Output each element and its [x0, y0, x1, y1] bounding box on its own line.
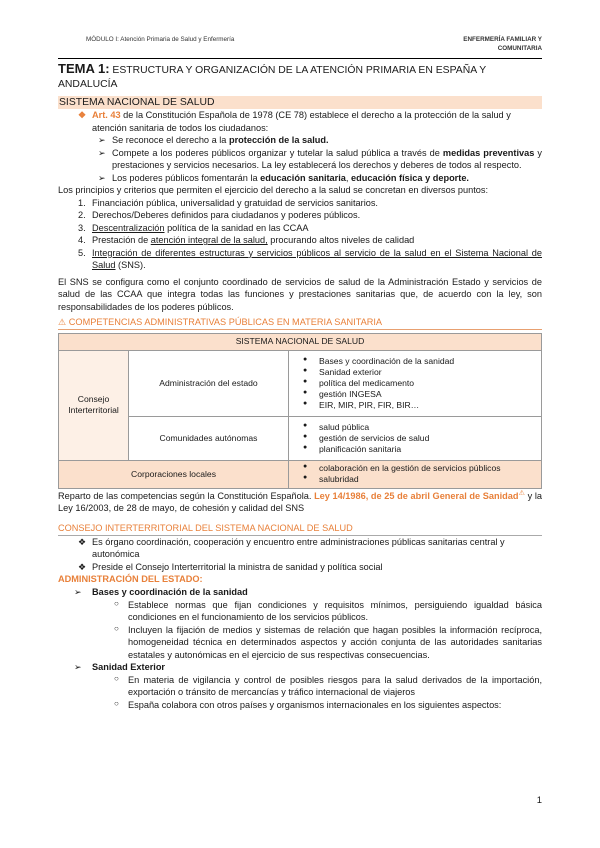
list-item: ● colaboración en la gestión de servicios públicos [303, 463, 501, 474]
list-item: ○ Incluyen la fijación de medios y sistemas de relación que hagan posibles la información recíproca, homogeneidad técnica en determinados aspectos y acción conjunta de las autoridades sanitarias estatales y autonómicas en el ejercicio de sus respectivas consecuencias. [114, 623, 542, 660]
diamond-bullet-icon: ❖ [78, 536, 87, 547]
arrow-bullet-icon: ➢ [74, 587, 82, 597]
list-item: ● gestión INGESA [303, 388, 382, 399]
estado-items-cell [289, 350, 542, 416]
article-reference: Art. 43 [92, 110, 121, 120]
page-header [86, 36, 542, 56]
sns-paragraph: El SNS se configura como el conjunto coordinado de servicios de salud de la Administración Estado y servicios de salud de las CCAA que integra todas las funciones y prestaciones sanitarias que, de acuerdo con la ley, son responsabilidades de los poderes públicos. [58, 276, 542, 312]
list-item: ● salud pública [303, 421, 370, 432]
section-heading-competencias: ⚠ COMPETENCIAS ADMINISTRATIVAS PÚBLICAS EN MATERIA SANITARIA [58, 317, 542, 330]
list-item: ● Bases y coordinación de la sanidad [303, 355, 455, 366]
arrow-bullet-icon: ➢ [74, 662, 82, 673]
diamond-bullet-icon: ❖ [78, 561, 87, 572]
circle-bullet-icon: ○ [114, 673, 119, 683]
section-heading-sns: SISTEMA NACIONAL DE SALUD [58, 96, 542, 109]
list-item: ● gestión de servicios de salud [303, 432, 430, 443]
corp-items-cell [289, 460, 542, 488]
list-item: ❖ Preside el Consejo Interterritorial la ministra de sanidad y política social [78, 561, 383, 572]
list-item: ➢ Sanidad Exterior [74, 662, 166, 673]
list-item: ● EIR, MIR, PIR, FIR, BIR… [303, 399, 420, 410]
list-item: 1. Financiación pública, universalidad y gratuidad de servicios sanitarios. [78, 197, 378, 208]
admin-estado-heading: ADMINISTRACIÓN DEL ESTADO: [58, 574, 203, 585]
list-item: 3. Descentralización política de la sanidad en las CCAA [78, 222, 309, 233]
list-item: ➢ Compete a los poderes públicos organizar y tutelar la salud pública a través de medidas preventivas y prestaciones y servicios necesarios. La ley establecerá los derechos y deberes de todos al respecto. [98, 147, 542, 171]
header-subject: ENFERMERÍA FAMILIAR Y COMUNITARIA [463, 36, 542, 52]
arrow-bullet-icon: ➢ [98, 172, 106, 183]
consejo-cell: Consejo Interterritorial [59, 350, 129, 460]
circle-bullet-icon: ○ [114, 598, 119, 608]
arrow-bullet-icon: ➢ [98, 147, 106, 158]
ccaa-cell: Comunidades autónomas [129, 416, 289, 460]
list-item: 2. Derechos/Deberes definidos para ciudadanos y poderes públicos. [78, 210, 361, 221]
document-body [58, 96, 542, 711]
circle-bullet-icon: ○ [114, 623, 119, 633]
principles-intro: Los principios y criterios que permiten el ejercicio del derecho a la salud se concretan en diversos puntos: [58, 185, 489, 196]
list-item: ➢ Bases y coordinación de la sanidad [74, 587, 248, 597]
list-item: ➢ Se reconoce el derecho a la protección de la salud. [98, 135, 329, 146]
table-title: SISTEMA NACIONAL DE SALUD [59, 334, 542, 351]
ccaa-items-cell [289, 416, 542, 460]
competencias-table [58, 333, 542, 489]
section-heading-consejo: CONSEJO INTERTERRITORIAL DEL SISTEMA NACIONAL DE SALUD [58, 523, 542, 536]
arrow-bullet-icon: ➢ [98, 135, 106, 146]
list-item: 4. Prestación de atención integral de la salud, procurando altos niveles de calidad [78, 235, 415, 246]
list-item: ● planificación sanitaria [303, 443, 402, 454]
list-item: ● salubridad [303, 474, 359, 485]
reparto-paragraph: Reparto de las competencias según la Constitución Española. Ley 14/1986, de 25 de abril General de Sanidad⚠ y la Ley 16/2003, de 28 de mayo, de cohesión y calidad del SNS [58, 489, 542, 514]
list-item: ● Sanidad exterior [303, 366, 382, 377]
list-item: ○ Establece normas que fijan condiciones y requisitos mínimos, persiguiendo igualdad básica condiciones en el funcionamiento de los servicios públicos. [114, 598, 542, 623]
page-title: TEMA 1: ESTRUCTURA Y ORGANIZACIÓN DE LA ATENCIÓN PRIMARIA EN ESPAÑA Y ANDALUCÍA [58, 61, 486, 90]
circle-bullet-icon: ○ [114, 698, 119, 708]
diamond-bullet-icon: ❖ [78, 110, 87, 120]
header-module: MÓDULO I: Atención Primaria de Salud y Enfermería [86, 36, 235, 43]
list-item: ○ España colabora con otros países y organismos internacionales en los siguientes aspectos: [114, 698, 502, 710]
list-item: 5. Integración de diferentes estructuras y servicios públicos al servicio de la salud en el Sistema Nacional de Salud (SNS). [78, 247, 542, 271]
title-block [58, 58, 542, 91]
list-item: ● política del medicamento [303, 377, 415, 388]
list-item: ➢ Los poderes públicos fomentarán la educación sanitaria, educación física y deporte. [98, 172, 469, 183]
list-item: ❖ Es órgano coordinación, cooperación y encuentro entre administraciones públicas sanitarias central y autonómica [78, 536, 505, 560]
list-item: ○ En materia de vigilancia y control de posibles riesgos para la salud derivados de la importación, exportación o tránsito de mercancías y tráfico internacional de viajeros [114, 673, 542, 698]
warning-icon: ⚠ [518, 489, 525, 497]
list-item: ❖ Art. 43 de la Constitución Española de 1978 (CE 78) establece el derecho a la protección de la salud y atención sanitaria de todos los ciudadanos: [78, 110, 511, 133]
corporaciones-cell: Corporaciones locales [59, 460, 289, 488]
admin-estado-cell: Administración del estado [129, 350, 289, 416]
page-number: 1 [536, 795, 542, 807]
